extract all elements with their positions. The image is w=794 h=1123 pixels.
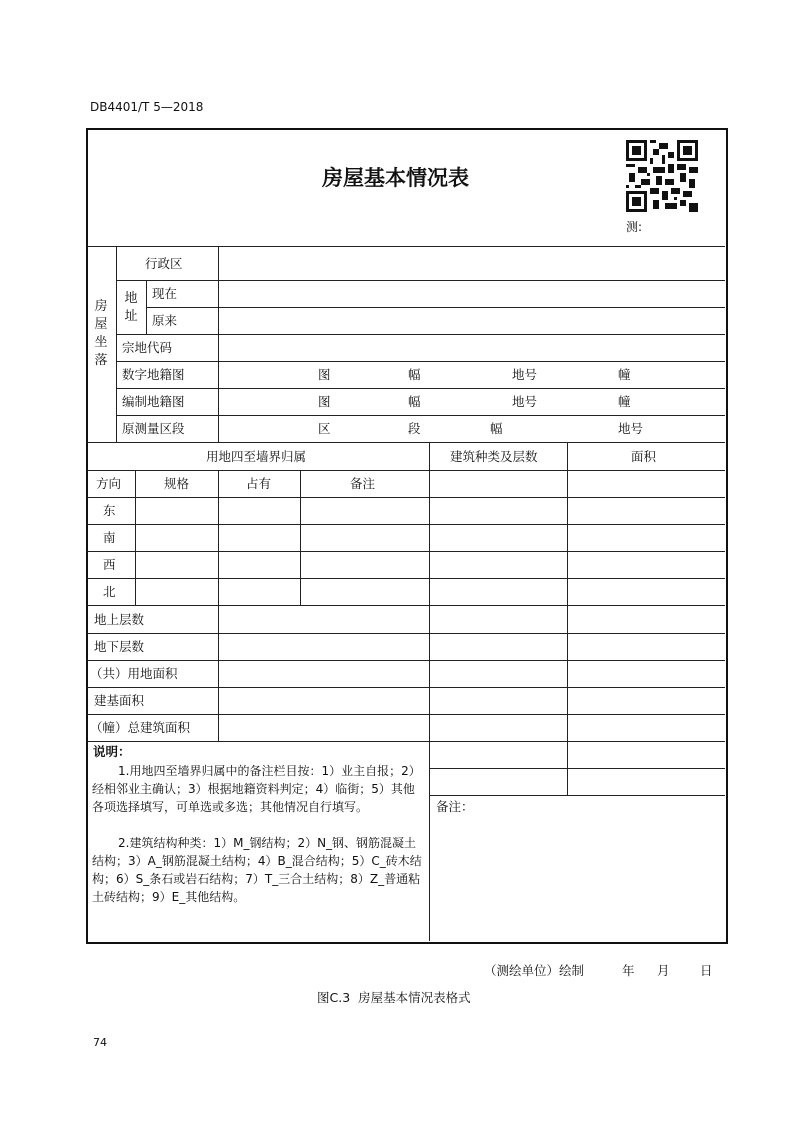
- note-1: 1.用地四至墙界归属中的备注栏目按：1）业主自报；2）经相邻业主确认；3）根据地籍资料判定；4）临街；5）其他各项选择填写，可单选或多选；其他情况自行填写。: [92, 764, 421, 814]
- drawn-by: （测绘单位）绘制: [484, 963, 585, 978]
- compiled-map-dihao: 地号: [512, 394, 538, 409]
- digital-map-dihao: 地号: [512, 367, 538, 382]
- remark-header: 备注: [350, 476, 376, 491]
- compiled-map-fu: 幅: [408, 394, 421, 409]
- digital-map-tu: 图: [318, 367, 331, 382]
- direction-north: 北: [103, 584, 116, 599]
- compiled-map-tu: 图: [318, 394, 331, 409]
- current-address-field[interactable]: [219, 281, 725, 307]
- digital-map-zhuang: 幢: [618, 367, 631, 382]
- parcel-code-label: 宗地代码: [122, 340, 173, 355]
- remark-label: 备注：: [436, 799, 474, 814]
- former-address-label: 原来: [152, 313, 178, 328]
- total-area-label: （幢）总建筑面积: [90, 720, 191, 735]
- qr-code-icon: [626, 140, 698, 212]
- spec-header: 规格: [164, 476, 190, 491]
- district-label: 行政区: [145, 256, 183, 271]
- compiled-map-label: 编制地籍图: [122, 394, 185, 409]
- location-group-label: 房屋坐落: [94, 299, 108, 368]
- date-day: 日: [700, 963, 713, 978]
- figure-caption: 图C.3 房屋基本情况表格式: [317, 990, 471, 1005]
- digital-map-label: 数字地籍图: [122, 367, 185, 382]
- survey-zone-label: 原测量区段: [122, 421, 185, 436]
- digital-map-fu: 幅: [408, 367, 421, 382]
- qr-label: 测:: [626, 220, 643, 234]
- parcel-code-field[interactable]: [219, 335, 725, 361]
- direction-header: 方向: [96, 476, 122, 491]
- survey-zone-duan: 段: [408, 421, 421, 436]
- current-address-label: 现在: [152, 286, 178, 301]
- owned-header: 占有: [246, 476, 272, 491]
- building-type-header: 建筑种类及层数: [450, 449, 538, 464]
- former-address-field[interactable]: [219, 308, 725, 334]
- date-year: 年: [622, 963, 635, 978]
- base-area-label: 建基面积: [94, 693, 145, 708]
- notes-title: 说明：: [93, 744, 131, 759]
- form-title: 房屋基本情况表: [322, 166, 469, 190]
- survey-zone-qu: 区: [318, 421, 331, 436]
- floors-above-label: 地上层数: [94, 612, 145, 627]
- survey-zone-fu: 幅: [490, 421, 503, 436]
- note-2: 2.建筑结构种类：1）M_钢结构；2）N_钢、钢筋混凝土结构；3）A_钢筋混凝土结构；4）B_混合结构；5）C_砖木结构；6）S_条石或岩石结构；7）T_三合土结构；8）Z_普通粘土砖结构；9）E_其他结构。: [92, 836, 422, 904]
- survey-zone-dihao: 地号: [618, 421, 644, 436]
- district-field[interactable]: [219, 247, 725, 280]
- land-area-label: （共）用地面积: [90, 666, 178, 681]
- address-group-label: 地址: [124, 291, 138, 324]
- direction-south: 南: [103, 530, 116, 545]
- direction-east: 东: [103, 503, 116, 518]
- direction-west: 西: [103, 557, 116, 572]
- area-header: 面积: [631, 449, 657, 464]
- page-number: 74: [93, 1036, 107, 1049]
- floors-below-label: 地下层数: [94, 639, 145, 654]
- remark-field[interactable]: [430, 818, 724, 938]
- boundary-title: 用地四至墙界归属: [206, 449, 307, 464]
- date-month: 月: [657, 963, 670, 978]
- standard-code: DB4401/T 5—2018: [90, 100, 204, 114]
- compiled-map-zhuang: 幢: [618, 394, 631, 409]
